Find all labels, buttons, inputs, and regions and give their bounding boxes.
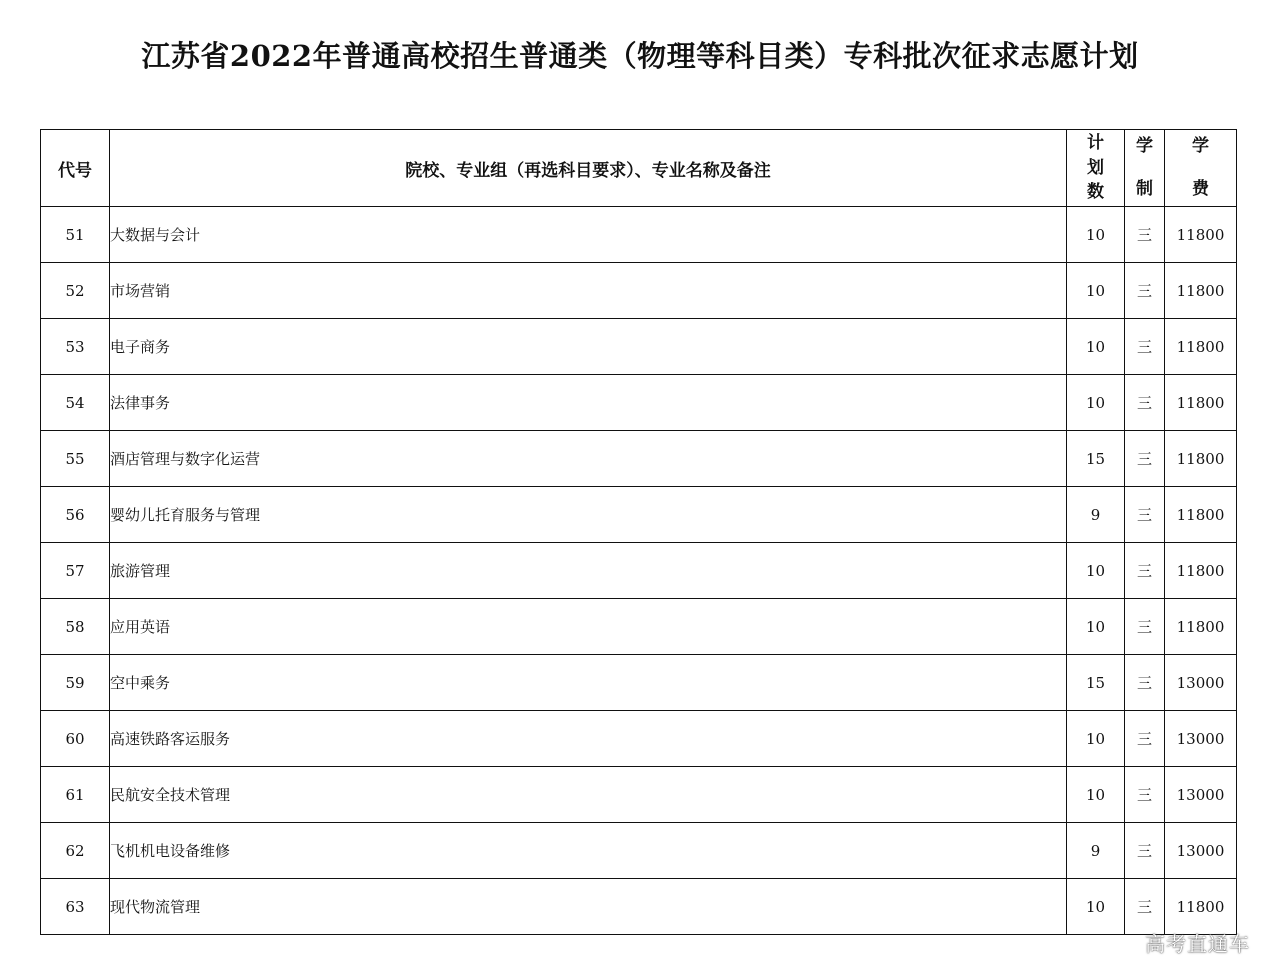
cell-code: 61 <box>41 767 110 823</box>
header-fee <box>1165 130 1237 207</box>
cell-plan: 10 <box>1067 711 1125 767</box>
header-fee-char: 费 <box>1192 179 1209 199</box>
table-row <box>41 823 1237 879</box>
cell-code: 59 <box>41 655 110 711</box>
cell-plan: 9 <box>1067 487 1125 543</box>
table-row <box>41 375 1237 431</box>
cell-years: 三 <box>1125 431 1165 487</box>
cell-name: 民航安全技术管理 <box>110 767 1067 823</box>
table-row <box>41 431 1237 487</box>
cell-fee: 11800 <box>1165 599 1237 655</box>
cell-plan: 15 <box>1067 655 1125 711</box>
cell-name: 现代物流管理 <box>110 879 1067 935</box>
table-row <box>41 263 1237 319</box>
cell-plan: 10 <box>1067 263 1125 319</box>
header-plan-char: 划 <box>1087 157 1104 178</box>
table-row <box>41 543 1237 599</box>
cell-fee: 13000 <box>1165 823 1237 879</box>
header-row <box>41 130 1237 207</box>
cell-code: 63 <box>41 879 110 935</box>
cell-years: 三 <box>1125 879 1165 935</box>
cell-plan: 10 <box>1067 879 1125 935</box>
cell-name: 市场营销 <box>110 263 1067 319</box>
cell-years: 三 <box>1125 263 1165 319</box>
cell-fee: 11800 <box>1165 487 1237 543</box>
cell-code: 54 <box>41 375 110 431</box>
cell-years: 三 <box>1125 655 1165 711</box>
cell-fee: 11800 <box>1165 263 1237 319</box>
cell-fee: 13000 <box>1165 711 1237 767</box>
cell-plan: 10 <box>1067 207 1125 263</box>
cell-fee: 11800 <box>1165 431 1237 487</box>
table-row <box>41 655 1237 711</box>
cell-plan: 10 <box>1067 767 1125 823</box>
header-years-char: 制 <box>1136 179 1153 199</box>
header-name: 院校、专业组（再选科目要求）、专业名称及备注 <box>110 130 1067 207</box>
cell-name: 大数据与会计 <box>110 207 1067 263</box>
cell-name: 空中乘务 <box>110 655 1067 711</box>
cell-plan: 10 <box>1067 543 1125 599</box>
cell-fee: 11800 <box>1165 543 1237 599</box>
table-header <box>41 130 1237 207</box>
cell-code: 56 <box>41 487 110 543</box>
cell-plan: 9 <box>1067 823 1125 879</box>
cell-plan: 10 <box>1067 319 1125 375</box>
header-code: 代号 <box>41 130 110 207</box>
cell-code: 58 <box>41 599 110 655</box>
cell-years: 三 <box>1125 599 1165 655</box>
cell-years: 三 <box>1125 767 1165 823</box>
cell-fee: 13000 <box>1165 655 1237 711</box>
cell-name: 应用英语 <box>110 599 1067 655</box>
cell-code: 55 <box>41 431 110 487</box>
cell-name: 旅游管理 <box>110 543 1067 599</box>
cell-plan: 10 <box>1067 375 1125 431</box>
cell-name: 飞机机电设备维修 <box>110 823 1067 879</box>
table-row <box>41 319 1237 375</box>
header-plan-char: 数 <box>1087 182 1104 202</box>
cell-code: 51 <box>41 207 110 263</box>
cell-years: 三 <box>1125 487 1165 543</box>
table-row <box>41 599 1237 655</box>
cell-name: 法律事务 <box>110 375 1067 431</box>
header-plan <box>1067 130 1125 207</box>
cell-years: 三 <box>1125 319 1165 375</box>
table-row <box>41 879 1237 935</box>
table-row <box>41 207 1237 263</box>
cell-plan: 10 <box>1067 599 1125 655</box>
cell-code: 62 <box>41 823 110 879</box>
cell-name: 高速铁路客运服务 <box>110 711 1067 767</box>
cell-name: 婴幼儿托育服务与管理 <box>110 487 1067 543</box>
table-row <box>41 711 1237 767</box>
cell-code: 57 <box>41 543 110 599</box>
enrollment-plan-table <box>40 129 1237 935</box>
cell-name: 电子商务 <box>110 319 1067 375</box>
cell-years: 三 <box>1125 543 1165 599</box>
header-years-char: 学 <box>1136 136 1153 156</box>
cell-plan: 15 <box>1067 431 1125 487</box>
table-row <box>41 487 1237 543</box>
header-plan-char: 计 <box>1087 133 1104 153</box>
cell-code: 53 <box>41 319 110 375</box>
cell-fee: 11800 <box>1165 879 1237 935</box>
cell-years: 三 <box>1125 375 1165 431</box>
cell-years: 三 <box>1125 207 1165 263</box>
table-body <box>41 207 1237 935</box>
cell-fee: 11800 <box>1165 319 1237 375</box>
cell-code: 60 <box>41 711 110 767</box>
table-row <box>41 767 1237 823</box>
header-years <box>1125 130 1165 207</box>
header-fee-char: 学 <box>1192 136 1209 156</box>
cell-code: 52 <box>41 263 110 319</box>
cell-fee: 11800 <box>1165 207 1237 263</box>
cell-fee: 13000 <box>1165 767 1237 823</box>
watermark: 高考直通车 <box>1145 932 1250 956</box>
cell-name: 酒店管理与数字化运营 <box>110 431 1067 487</box>
page-title: 江苏省2022年普通高校招生普通类（物理等科目类）专科批次征求志愿计划 <box>141 39 1139 73</box>
cell-fee: 11800 <box>1165 375 1237 431</box>
cell-years: 三 <box>1125 711 1165 767</box>
cell-years: 三 <box>1125 823 1165 879</box>
